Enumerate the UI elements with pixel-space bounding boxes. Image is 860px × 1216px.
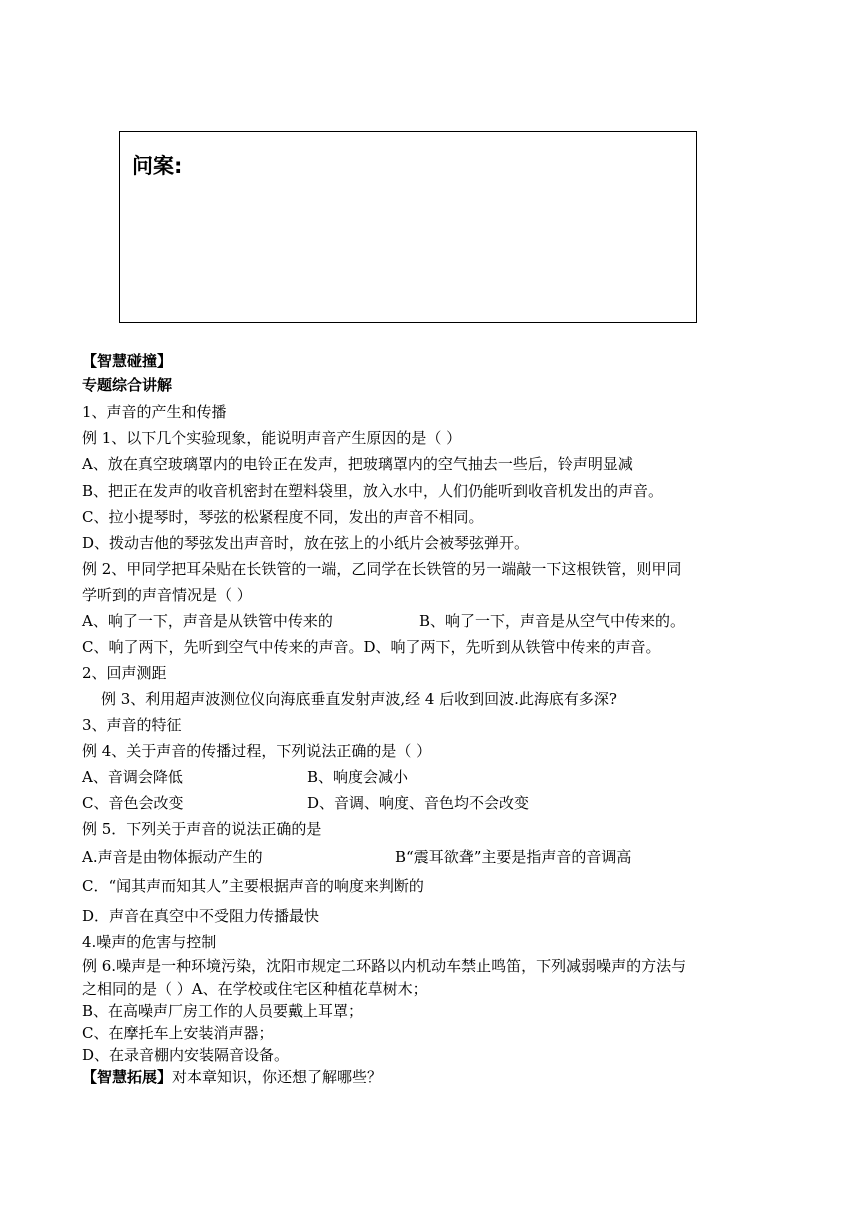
wisdom-extend-question: 对本章知识，你还想了解哪些？ xyxy=(172,1068,383,1086)
example-5-option-b: B“震耳欲聋”主要是指声音的音调高 xyxy=(395,848,632,866)
question-box xyxy=(119,131,697,323)
example-4-option-b: B、响度会减小 xyxy=(307,768,409,786)
example-1-question: 例 1、以下几个实验现象，能说明声音产生原因的是（ ） xyxy=(82,429,462,447)
wisdom-extend-row xyxy=(82,1067,382,1087)
heading-echo-ranging: 2、回声测距 xyxy=(82,664,167,682)
example-2-options-cd: C、响了两下，先听到空气中传来的声音。D、响了两下，先听到从铁管中传来的声音。 xyxy=(82,638,661,656)
example-4-option-d: D、音调、响度、音色均不会改变 xyxy=(307,794,530,812)
section-wisdom-collide: 【智慧碰撞】 xyxy=(82,352,173,370)
example-2-option-a: A、响了一下，声音是从铁管中传来的 xyxy=(82,612,333,630)
example-5-option-d: D．声音在真空中不受阻力传播最快 xyxy=(82,907,320,925)
example-6-option-c: C、在摩托车上安装消声器； xyxy=(82,1024,274,1042)
example-1-option-d: D、拨动吉他的琴弦发出声音时，放在弦上的小纸片会被琴弦弹开。 xyxy=(82,534,530,552)
example-3-question: 例 3、利用超声波测位仪向海底垂直发射声波,经 4 后收到回波.此海底有多深? xyxy=(101,690,617,708)
example-4-option-a: A、音调会降低 xyxy=(82,768,183,786)
example-6-option-d: D、在录音棚内安装隔音设备。 xyxy=(82,1046,290,1064)
example-2-question-line1: 例 2、甲同学把耳朵贴在长铁管的一端，乙同学在长铁管的另一端敲一下这根铁管，则甲同 xyxy=(82,560,682,578)
example-5-question: 例 5．下列关于声音的说法正确的是 xyxy=(82,820,322,838)
section-topic-explain: 专题综合讲解 xyxy=(82,376,173,394)
example-6-option-b: B、在高噪声厂房工作的人员要戴上耳罩； xyxy=(82,1002,364,1020)
example-1-option-c: C、拉小提琴时，琴弦的松紧程度不同，发出的声音不相同。 xyxy=(82,508,484,526)
question-box-title: 问案: xyxy=(132,154,183,178)
example-2-option-b: B、响了一下，声音是从空气中传来的。 xyxy=(419,612,686,630)
example-1-option-b: B、把正在发声的收音机密封在塑料袋里，放入水中，人们仍能听到收音机发出的声音。 xyxy=(82,482,664,500)
heading-noise-control: 4.噪声的危害与控制 xyxy=(82,933,217,951)
heading-sound-features: 3、声音的特征 xyxy=(82,716,182,734)
section-wisdom-extend: 【智慧拓展】 xyxy=(82,1068,173,1086)
example-2-question-line2: 学听到的声音情况是（ ） xyxy=(82,586,252,604)
example-5-option-c: C．“闻其声而知其人”主要根据声音的响度来判断的 xyxy=(82,877,424,895)
example-6-question-line2: 之相同的是（ ）A、在学校或住宅区种植花草树木； xyxy=(82,980,428,998)
example-4-option-c: C、音色会改变 xyxy=(82,794,184,812)
example-4-question: 例 4、关于声音的传播过程，下列说法正确的是（ ） xyxy=(82,742,432,760)
heading-sound-production: 1、声音的产生和传播 xyxy=(82,403,227,421)
example-5-option-a: A.声音是由物体振动产生的 xyxy=(82,848,263,866)
example-6-question-line1: 例 6.噪声是一种环境污染，沈阳市规定二环路以内机动车禁止鸣笛，下列减弱噪声的方法与 xyxy=(82,957,687,975)
example-1-option-a: A、放在真空玻璃罩内的电铃正在发声，把玻璃罩内的空气抽去一些后，铃声明显减 xyxy=(82,455,633,473)
